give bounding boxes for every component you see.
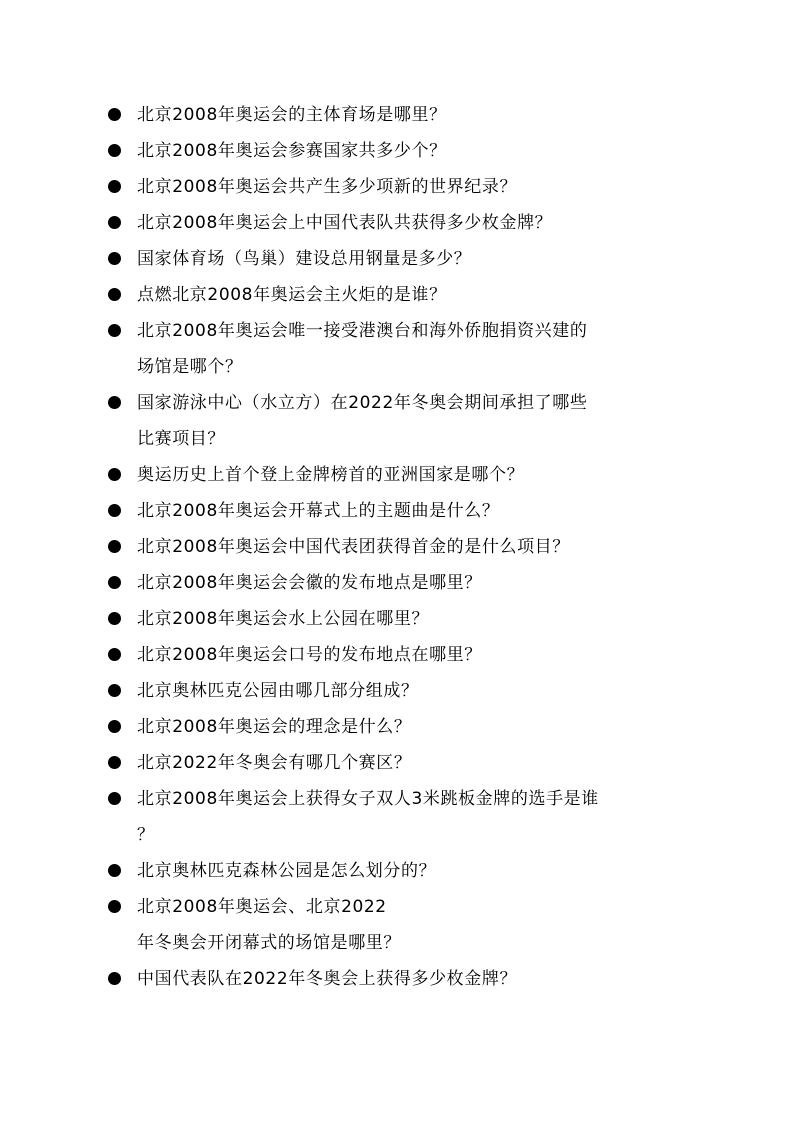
question-text [137, 601, 686, 637]
question-item [106, 385, 686, 457]
question-item [106, 673, 686, 709]
question-line: 北京2008年奥运会、北京2022 [137, 897, 387, 917]
question-text [137, 673, 686, 709]
question-line: 北京2008年奥运会水上公园在哪里？ [137, 609, 430, 629]
question-item [106, 277, 686, 313]
question-item [106, 853, 686, 889]
question-text [137, 205, 686, 241]
question-text [137, 961, 686, 997]
question-line: 比赛项目？ [137, 429, 225, 449]
question-text [137, 745, 686, 781]
question-item [106, 637, 686, 673]
question-line: 场馆是哪个？ [137, 357, 243, 377]
question-item [106, 745, 686, 781]
question-text [137, 709, 686, 745]
question-item [106, 889, 686, 961]
question-item [106, 241, 686, 277]
question-text [137, 133, 686, 169]
question-item [106, 313, 686, 385]
bullet-icon [108, 144, 121, 157]
question-line: 北京2008年奥运会的主体育场是哪里？ [137, 105, 447, 125]
question-item [106, 781, 686, 853]
question-item [106, 169, 686, 205]
question-line: 年冬奥会开闭幕式的场馆是哪里？ [137, 933, 401, 953]
question-text [137, 241, 686, 277]
question-text [137, 457, 686, 493]
bullet-icon [108, 396, 121, 409]
question-line: 北京2008年奥运会共产生多少项新的世界纪录？ [137, 177, 518, 197]
bullet-icon [108, 900, 121, 913]
question-text [137, 169, 686, 205]
question-line: 北京2008年奥运会的理念是什么？ [137, 717, 412, 737]
question-line: 北京2008年奥运会参赛国家共多少个？ [137, 141, 447, 161]
question-item [106, 493, 686, 529]
question-item [106, 457, 686, 493]
bullet-icon [108, 252, 121, 265]
question-text [137, 853, 686, 889]
question-text [137, 889, 686, 961]
question-text [137, 529, 686, 565]
question-text [137, 385, 686, 457]
question-item [106, 601, 686, 637]
question-text [137, 781, 686, 853]
question-line: 奥运历史上首个登上金牌榜首的亚洲国家是哪个？ [137, 465, 525, 485]
bullet-icon [108, 684, 121, 697]
question-item [106, 709, 686, 745]
bullet-icon [108, 612, 121, 625]
question-line: 点燃北京2008年奥运会主火炬的是谁？ [137, 285, 447, 305]
question-text [137, 97, 686, 133]
question-line: 中国代表队在2022年冬奥会上获得多少枚金牌？ [137, 969, 518, 989]
bullet-icon [108, 180, 121, 193]
question-line: 国家体育场（鸟巢）建设总用钢量是多少？ [137, 249, 472, 269]
question-line: 北京2008年奥运会开幕式上的主题曲是什么？ [137, 501, 500, 521]
question-line: 北京2008年奥运会唯一接受港澳台和海外侨胞捐资兴建的 [137, 321, 588, 341]
question-line: ？ [137, 825, 155, 845]
bullet-icon [108, 864, 121, 877]
question-item [106, 565, 686, 601]
question-line: 北京奥林匹克森林公园是怎么划分的？ [137, 861, 437, 881]
bullet-icon [108, 468, 121, 481]
question-line: 北京奥林匹克公园由哪几部分组成？ [137, 681, 419, 701]
question-line: 北京2008年奥运会口号的发布地点在哪里？ [137, 645, 482, 665]
bullet-icon [108, 504, 121, 517]
question-item [106, 133, 686, 169]
bullet-icon [108, 540, 121, 553]
bullet-icon [108, 720, 121, 733]
question-line: 北京2008年奥运会上获得女子双人3米跳板金牌的选手是谁 [137, 789, 599, 809]
bullet-icon [108, 648, 121, 661]
question-item [106, 961, 686, 997]
question-text [137, 277, 686, 313]
bullet-icon [108, 324, 121, 337]
question-line: 北京2008年奥运会会徽的发布地点是哪里？ [137, 573, 482, 593]
bullet-icon [108, 216, 121, 229]
question-line: 北京2008年奥运会中国代表团获得首金的是什么项目？ [137, 537, 570, 557]
question-item [106, 205, 686, 241]
question-text [137, 565, 686, 601]
question-text [137, 637, 686, 673]
bullet-icon [108, 288, 121, 301]
bullet-icon [108, 792, 121, 805]
question-text [137, 313, 686, 385]
question-item [106, 97, 686, 133]
question-line: 国家游泳中心（水立方）在2022年冬奥会期间承担了哪些 [137, 393, 588, 413]
bullet-icon [108, 756, 121, 769]
bullet-icon [108, 576, 121, 589]
question-item [106, 529, 686, 565]
question-line: 北京2008年奥运会上中国代表队共获得多少枚金牌？ [137, 213, 553, 233]
question-text [137, 493, 686, 529]
bullet-icon [108, 108, 121, 121]
bullet-icon [108, 972, 121, 985]
question-line: 北京2022年冬奥会有哪几个赛区？ [137, 753, 412, 773]
question-list [106, 97, 686, 997]
